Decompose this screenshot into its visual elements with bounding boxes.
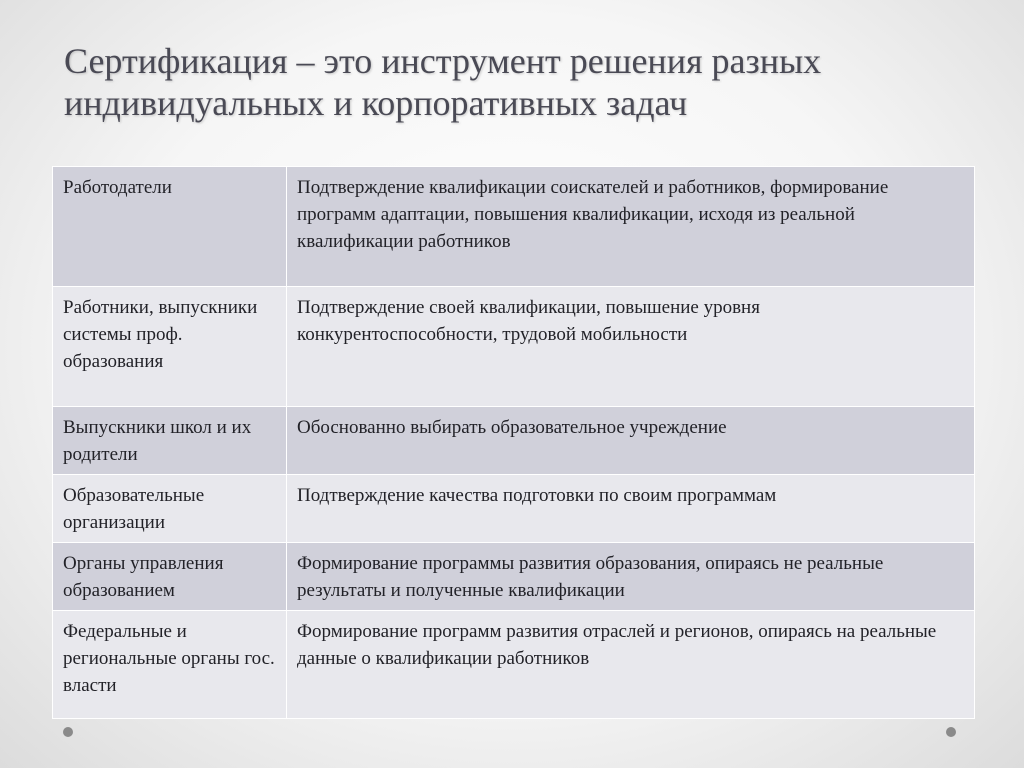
stakeholder-cell: Выпускники школ и их родители: [53, 407, 287, 475]
stakeholder-cell: Федеральные и региональные органы гос. власти: [53, 611, 287, 719]
stakeholder-cell: Работодатели: [53, 167, 287, 287]
certification-table: [52, 166, 975, 719]
table-row: [53, 611, 975, 719]
slide-title: Сертификация – это инструмент решения разных индивидуальных и корпоративных задач: [64, 41, 822, 123]
purpose-cell: Подтверждение качества подготовки по своим программам: [287, 475, 975, 543]
purpose-cell: Подтверждение квалификации соискателей и работников, формирование программ адаптации, повышения квалификации, исходя из реальной квалификации работников: [287, 167, 975, 287]
table-row: [53, 475, 975, 543]
table-row: [53, 167, 975, 287]
stakeholder-cell: Работники, выпускники системы проф. образования: [53, 287, 287, 407]
decorative-dot-left: [63, 727, 73, 737]
decorative-dot-right: [946, 727, 956, 737]
stakeholder-cell: Органы управления образованием: [53, 543, 287, 611]
stakeholder-cell: Образовательные организации: [53, 475, 287, 543]
table-row: [53, 287, 975, 407]
table-row: [53, 407, 975, 475]
purpose-cell: Обоснованно выбирать образовательное учреждение: [287, 407, 975, 475]
purpose-cell: Формирование программ развития отраслей и регионов, опираясь на реальные данные о квалификации работников: [287, 611, 975, 719]
purpose-cell: Подтверждение своей квалификации, повышение уровня конкурентоспособности, трудовой мобильности: [287, 287, 975, 407]
table-row: [53, 543, 975, 611]
purpose-cell: Формирование программы развития образования, опираясь не реальные результаты и полученные квалификации: [287, 543, 975, 611]
